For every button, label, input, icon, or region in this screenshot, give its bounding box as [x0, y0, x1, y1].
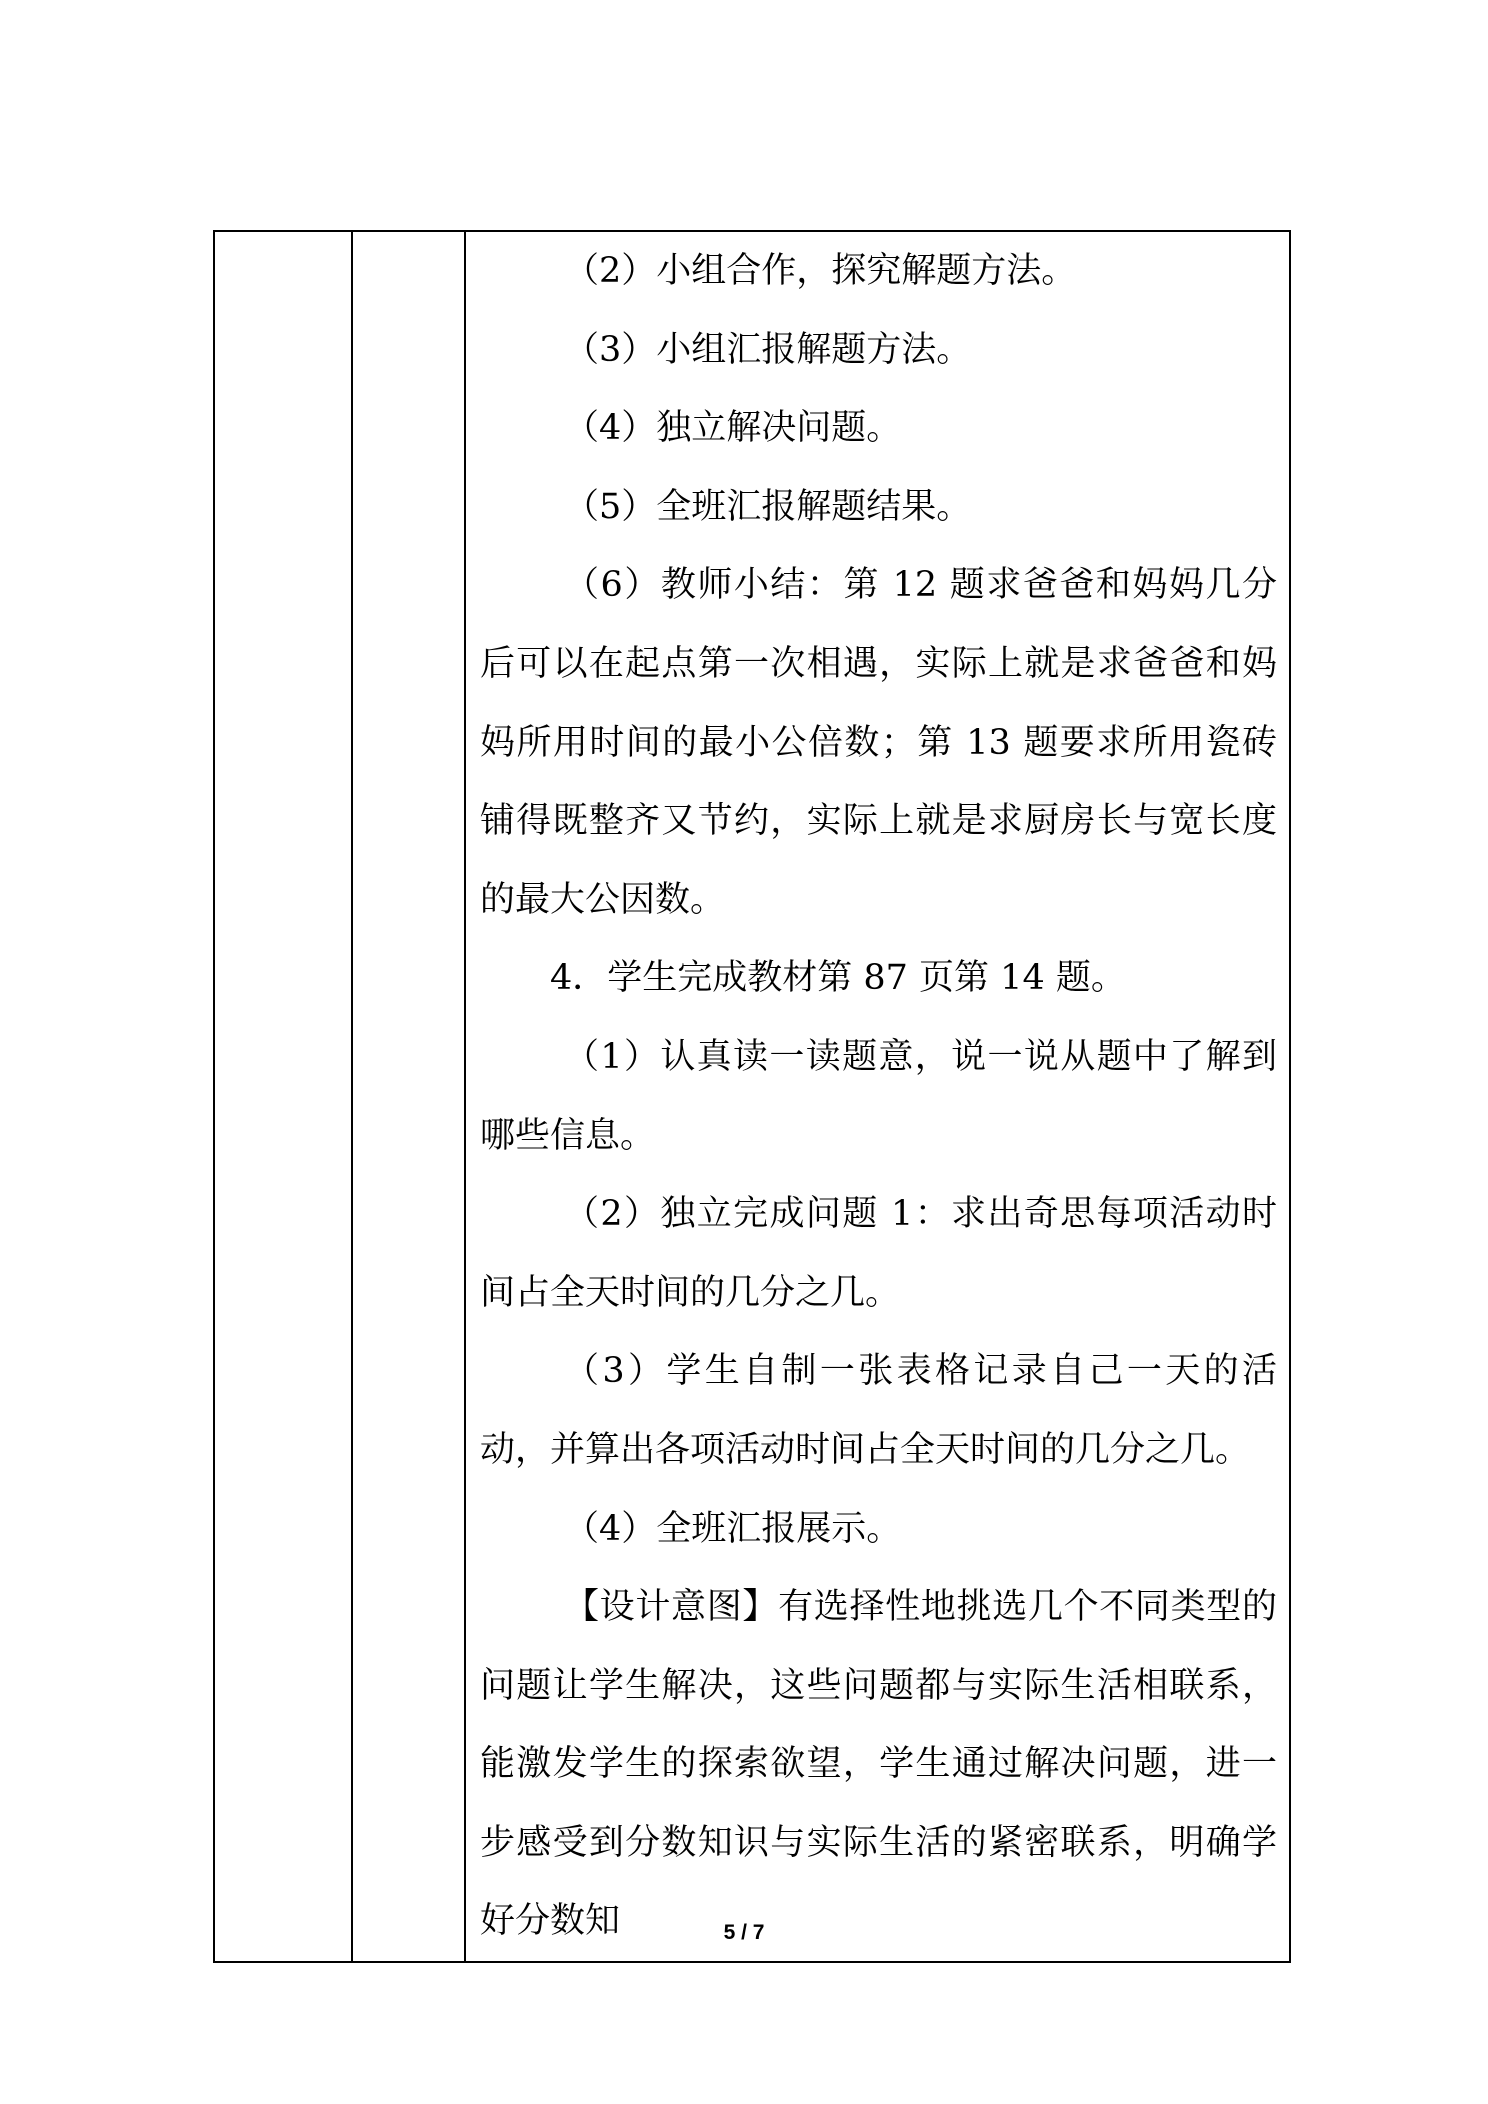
lesson-plan-table [213, 230, 1291, 1963]
empty-cell-middle [352, 231, 465, 1962]
empty-cell-left [214, 231, 352, 1962]
paragraph-task-4-step-4: （4）全班汇报展示。 [564, 1508, 902, 1549]
paragraph-step-5: （5）全班汇报解题结果。 [564, 486, 972, 527]
paragraph-task-4: 4．学生完成教材第 87 页第 14 题。 [550, 958, 1126, 999]
paragraph-task-4-step-2: （2）独立完成问题 1：求出奇思每项活动时间占全天时间的几分之几。 [480, 1194, 1277, 1313]
paragraph-step-2: （2）小组合作，探究解题方法。 [564, 251, 1077, 291]
table-row [214, 231, 1290, 1962]
paragraph-task-4-step-1: （1）认真读一读题意，说一说从题中了解到哪些信息。 [480, 1036, 1277, 1156]
content-cell [465, 231, 1290, 1962]
page-number: 5 / 7 [723, 1921, 765, 1944]
paragraph-design-intent: 【设计意图】有选择性地挑选几个不同类型的问题让学生解决，这些问题都与实际生活相联系，能激发学生的探索欲望，学生通过解决问题，进一步感受到分数知识与实际生活的紧密联系，明确学好分数知 [480, 1587, 1277, 1942]
paragraph-step-4: （4）独立解决问题。 [564, 408, 902, 449]
paragraph-teacher-summary: （6）教师小结：第 12 题求爸爸和妈妈几分后可以在起点第一次相遇，实际上就是求爸爸和妈妈所用时间的最小公倍数；第 13 题要求所用瓷砖铺得既整齐又节约，实际上就是求厨房长与宽长度的最大公因数。 [480, 565, 1277, 920]
paragraph-task-4-step-3: （3）学生自制一张表格记录自己一天的活动，并算出各项活动时间占全天时间的几分之几。 [480, 1351, 1277, 1470]
paragraph-step-3: （3）小组汇报解题方法。 [564, 329, 972, 370]
